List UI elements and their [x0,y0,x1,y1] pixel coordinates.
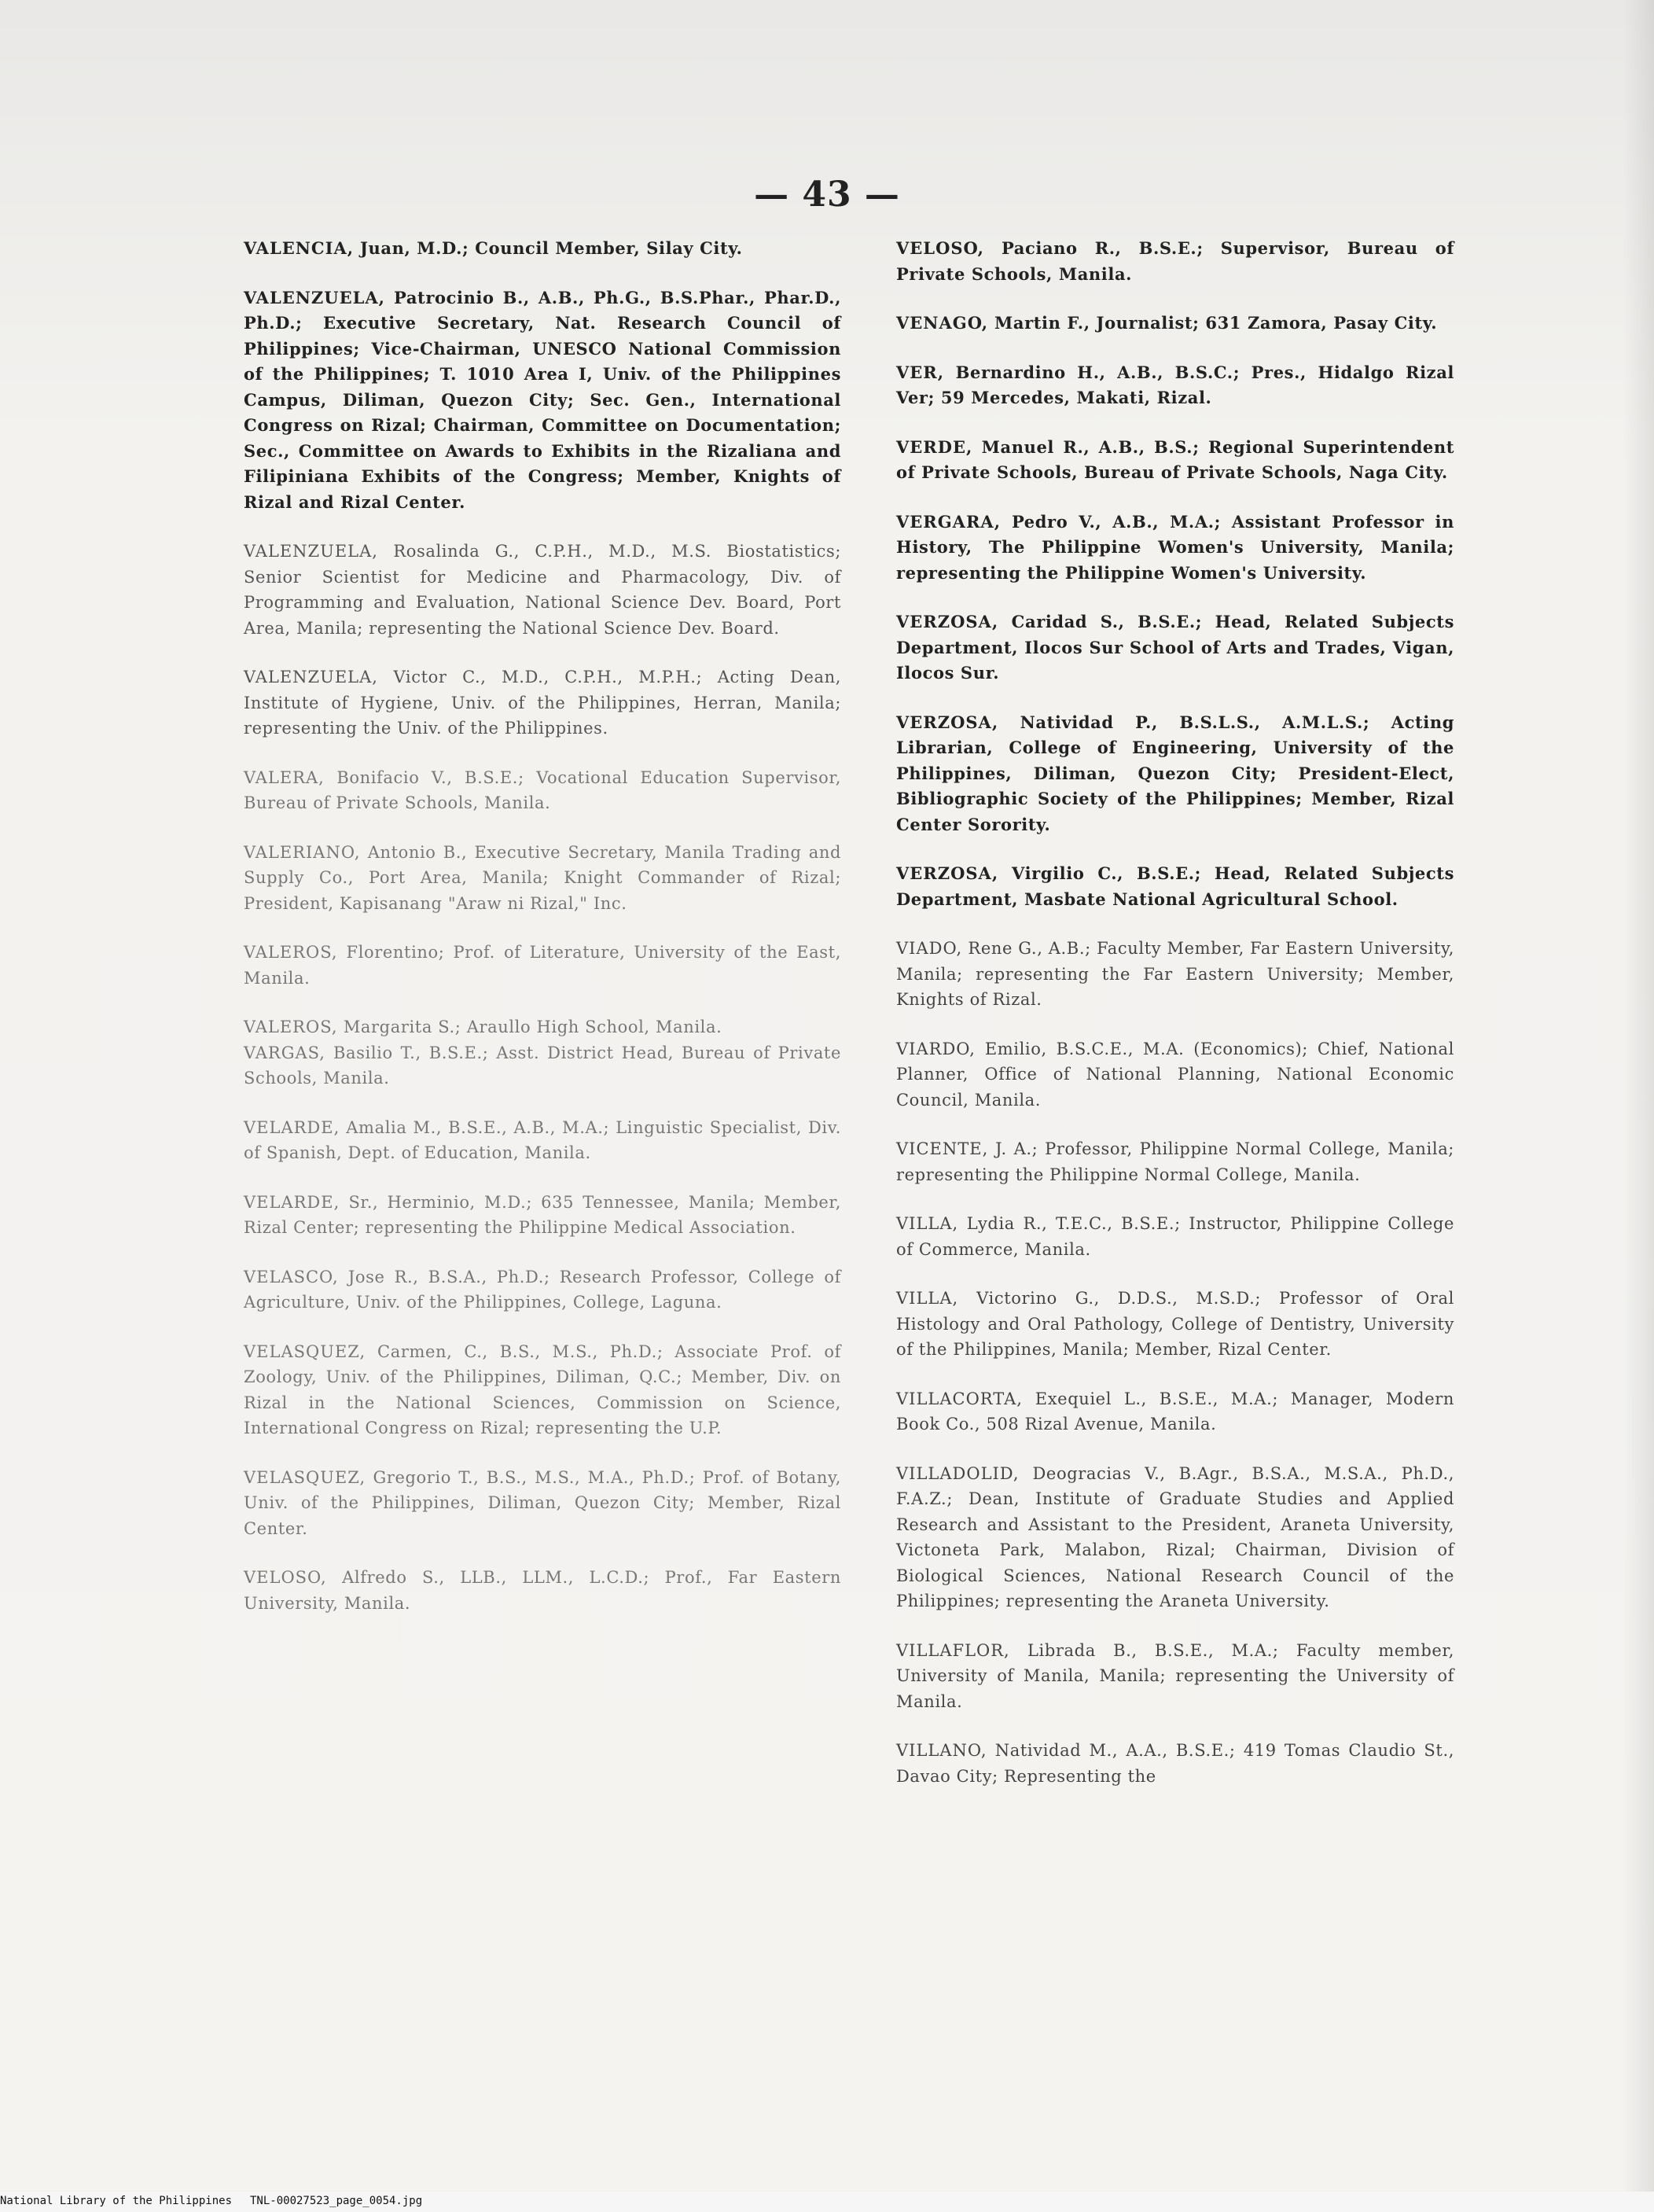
directory-entry [896,1386,1454,1437]
entry-surname: VILLAFLOR, [896,1640,1010,1660]
entry-surname: VERGARA, [896,511,1002,532]
entry-details: Natividad P., B.S.L.S., A.M.L.S.; Acting Librarian, College of Engineering, University of the Philippines, Diliman, Quezon City; President-Elect, Bibliographic Society of the Philippines; Member, Rizal Center Sorority. [896,712,1454,834]
entry-surname: VERZOSA, [896,863,999,883]
directory-entry [244,765,841,816]
entry-surname: VER, [896,362,945,382]
entry-surname: VILLA, [896,1214,959,1233]
entry-details: Paciano R., B.S.E.; Supervisor, Bureau of Private Schools, Manila. [896,238,1454,284]
entry-surname: VALEROS, [244,943,338,962]
entry-details: Rosalinda G., C.P.H., M.D., M.S. Biostatistics; Senior Scientist for Medicine and Pharmacology, Div. of Programming and Evaluation, National Science Dev. Board, Port Area, Manila; representing the National Science Dev. Board. [244,542,841,638]
entry-details: Margarita S.; Araullo High School, Manila. [343,1018,722,1036]
entry-details: Patrocinio B., A.B., Ph.G., B.S.Phar., Phar.D., Ph.D.; Executive Secretary, Nat. Research Council of Philippines; Vice-Chairman, UNESCO National Commission of the Philippines; T. 1010 Area I, Univ. of the Philippines Campus, Diliman, Quezon City; Sec. Gen., International Congress on Rizal; Chairman, Committee on Documentation; Sec., Committee on Awards to Exhibits in the Rizaliana and Filipiniana Exhibits of the Congress; Member, Knights of Rizal and Rizal Center. [244,287,841,512]
directory-entry [896,1211,1454,1262]
entry-surname: VALEROS, [244,1018,338,1036]
entry-surname: VALERIANO, [244,842,361,862]
directory-entry [244,1040,841,1091]
entry-surname: VILLACORTA, [896,1389,1023,1408]
entry-surname: VELASQUEZ, [244,1467,366,1487]
directory-entry [896,510,1454,587]
entry-surname: VALENZUELA, [244,668,378,686]
entry-details: Basilio T., B.S.E.; Asst. District Head, Bureau of Private Schools, Manila. [244,1043,842,1088]
page-edge-shadow [1623,0,1654,2212]
directory-entry [244,840,841,917]
entry-details: Deogracias V., B.Agr., B.S.A., M.S.A., Ph.D., F.A.Z.; Dean, Institute of Graduate Studies and Applied Research and Assistant to the President, Araneta University, Victoneta Park, Malabon, Rizal; Chairman, Division of Biological Sciences, National Research Council of the Philippines; representing the Araneta University. [896,1463,1454,1610]
entry-surname: VELOSO, [896,238,984,258]
entry-details: Gregorio T., B.S., M.S., M.A., Ph.D.; Prof. of Botany, Univ. of the Philippines, Diliman, Quezon City; Member, Rizal Center. [244,1467,841,1538]
entry-details: Victor C., M.D., C.P.H., M.P.H.; Acting Dean, Institute of Hygiene, Univ. of the Philippines, Herran, Manila; representing the Univ. of the Philippines. [244,668,841,738]
entry-surname: VELARDE, [244,1192,340,1212]
entry-surname: VALENCIA, [244,238,355,258]
entry-details: Emilio, B.S.C.E., M.A. (Economics); Chief, National Planner, Office of National Planning, National Economic Council, Manila. [896,1039,1454,1110]
entry-surname: VALERA, [244,767,325,787]
entry-details: Sr., Herminio, M.D.; 635 Tennessee, Manila; Member, Rizal Center; representing the Philippine Medical Association. [244,1192,842,1237]
entry-surname: VERZOSA, [896,712,999,732]
entry-surname: VICENTE, [896,1139,989,1158]
entry-details: Virgilio C., B.S.E.; Head, Related Subjects Department, Masbate National Agricultural School. [896,863,1454,909]
entry-surname: VERDE, [896,436,973,457]
entry-details: Alfredo S., LLB., LLM., L.C.D.; Prof., Far Eastern University, Manila. [244,1568,841,1613]
entry-details: Amalia M., B.S.E., A.B., M.A.; Linguistic Specialist, Div. of Spanish, Dept. of Education, Manila. [244,1117,841,1162]
entry-surname: VILLADOLID, [896,1463,1020,1483]
entry-details: Librada B., B.S.E., M.A.; Faculty member, University of Manila, Manila; representing the University of Manila. [896,1640,1454,1711]
entry-details: Lydia R., T.E.C., B.S.E.; Instructor, Philippine College of Commerce, Manila. [896,1214,1454,1259]
entry-surname: VALENZUELA, [244,287,385,307]
directory-entry [244,1014,841,1040]
footer-library-label: National Library of the Philippines [0,2195,233,2207]
entry-details: Martin F., Journalist; 631 Zamora, Pasay City. [994,313,1438,333]
directory-entry [244,1190,841,1241]
entry-surname: VENAGO, [896,313,989,333]
entry-details: Victorino G., D.D.S., M.S.D.; Professor of Oral Histology and Oral Pathology, College of Dentistry, University of the Philippines, Manila; Member, Rizal Center. [896,1289,1454,1359]
directory-entry [896,609,1454,686]
directory-entry [896,1461,1454,1614]
entry-surname: VELARDE, [244,1117,340,1137]
entry-details: Rene G., A.B.; Faculty Member, Far Eastern University, Manila; representing the Far Eastern University; Member, Knights of Rizal. [896,939,1454,1009]
entry-details: Caridad S., B.S.E.; Head, Related Subjects Department, Ilocos Sur School of Arts and Trades, Vigan, Ilocos Sur. [896,612,1454,683]
entry-surname: VARGAS, [244,1043,325,1062]
directory-entry [896,710,1454,838]
entry-surname: VILLA, [896,1289,959,1308]
entry-details: Bonifacio V., B.S.E.; Vocational Education Supervisor, Bureau of Private Schools, Manila. [244,767,842,812]
directory-entry [244,285,841,516]
footer-file-label: TNL-00027523_page_0054.jpg [250,2195,423,2207]
entry-surname: VIARDO, [896,1039,976,1058]
directory-entry [244,236,841,262]
scan-footer [0,2192,1654,2212]
entry-surname: VELASQUEZ, [244,1342,366,1361]
entry-surname: VELOSO, [244,1568,327,1587]
directory-entry [896,1136,1454,1187]
entry-details: Florentino; Prof. of Literature, University of the East, Manila. [244,943,841,988]
entry-surname: VELASCO, [244,1267,339,1286]
entry-details: Manuel R., A.B., B.S.; Regional Superintendent of Private Schools, Bureau of Private Schools, Naga City. [896,436,1454,482]
directory-entry [244,1339,841,1441]
directory-entry [896,861,1454,912]
entry-details: Jose R., B.S.A., Ph.D.; Research Professor, College of Agriculture, Univ. of the Philippines, College, Laguna. [244,1267,842,1312]
directory-entry [896,1638,1454,1715]
directory-entry [244,940,841,991]
directory-entry [244,1565,841,1616]
page-number: — 43 — [754,175,900,215]
directory-entry [896,360,1454,411]
directory-entry [896,311,1454,337]
directory-entry [896,1286,1454,1363]
entry-details: Exequiel L., B.S.E., M.A.; Manager, Modern Book Co., 508 Rizal Avenue, Manila. [896,1389,1455,1434]
entry-details: Pedro V., A.B., M.A.; Assistant Professor in History, The Philippine Women's University, Manila; representing the Philippine Women's University. [896,511,1454,583]
directory-entry [896,236,1454,287]
entry-surname: VERZOSA, [896,612,999,631]
right-column [896,236,1454,1813]
entry-surname: VILLANO, [896,1741,987,1760]
directory-entry [244,664,841,742]
entry-details: Natividad M., A.A., B.S.E.; 419 Tomas Claudio St., Davao City; Representing the [896,1741,1455,1786]
entry-details: J. A.; Professor, Philippine Normal College, Manila; representing the Philippine Normal College, Manila. [896,1139,1454,1184]
directory-entry [896,435,1454,486]
directory-entry [244,1115,841,1166]
directory-entry [244,539,841,641]
entry-details: Carmen, C., B.S., M.S., Ph.D.; Associate Prof. of Zoology, Univ. of the Philippines, Diliman, Q.C.; Member, Div. on Rizal in the National Sciences, Commission on Science, International Congress on Rizal; representing the U.P. [244,1342,841,1437]
directory-entry [896,936,1454,1013]
directory-entry [244,1264,841,1316]
directory-entry [896,1738,1454,1789]
entry-surname: VIADO, [896,939,963,958]
entry-details: Antonio B., Executive Secretary, Manila Trading and Supply Co., Port Area, Manila; Knight Commander of Rizal; President, Kapisanang "Araw ni Rizal," Inc. [244,842,841,913]
directory-entry [896,1036,1454,1113]
entry-details: Juan, M.D.; Council Member, Silay City. [360,238,743,258]
entry-details: Bernardino H., A.B., B.S.C.; Pres., Hidalgo Rizal Ver; 59 Mercedes, Makati, Rizal. [896,362,1454,407]
entry-surname: VALENZUELA, [244,542,378,561]
left-column [244,236,841,1640]
directory-entry [244,1465,841,1542]
